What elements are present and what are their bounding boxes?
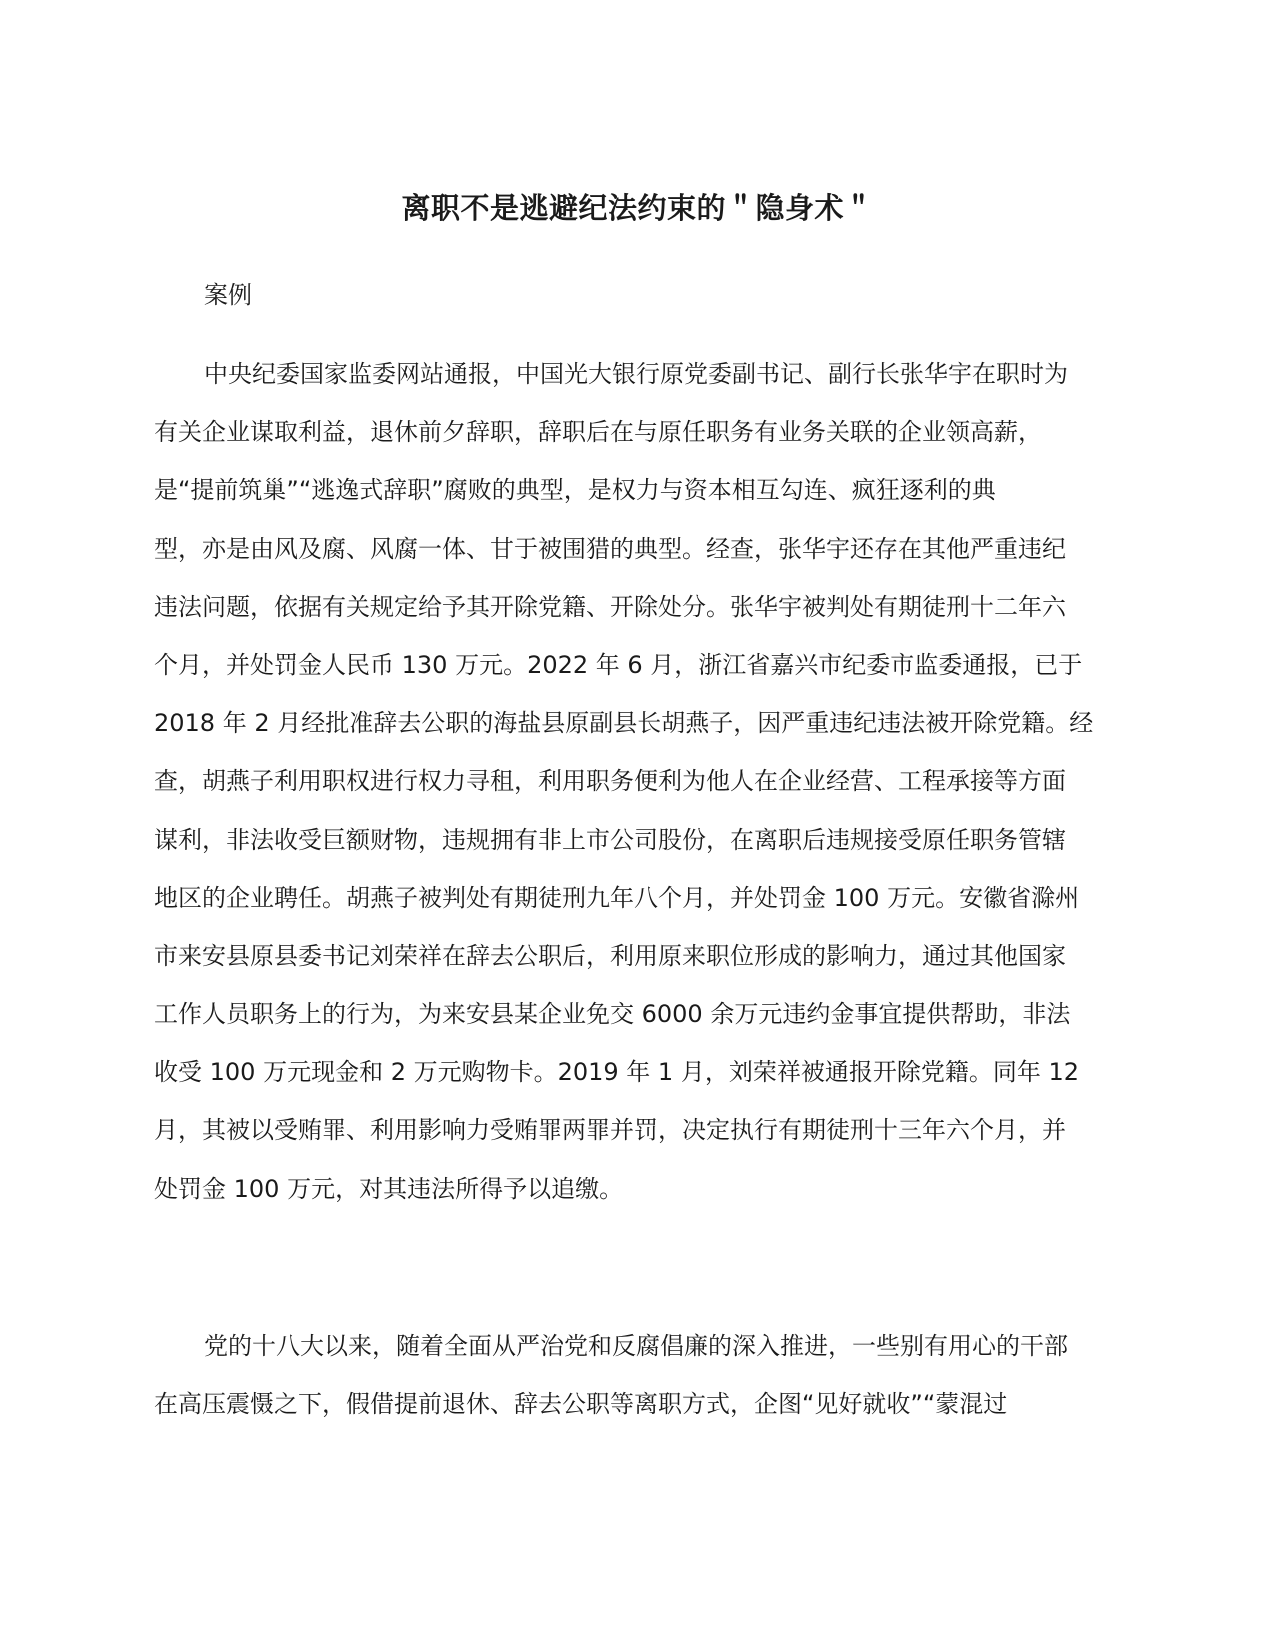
text-line: 地区的企业聘任。胡燕子被判处有期徒刑九年八个月，并处罚金 100 万元。安徽省滁州	[154, 883, 1080, 912]
text-line: 月，其被以受贿罪、利用影响力受贿罪两罪并罚，决定执行有期徒刑十三年六个月，并	[154, 1116, 1066, 1145]
text-line: 个月，并处罚金人民币 130 万元。2022 年 6 月，浙江省嘉兴市纪委市监委通报，已于	[154, 650, 1083, 679]
paragraph-commentary	[154, 1317, 1112, 1433]
text-line: 是“提前筑巢”“逃逸式辞职”腐败的典型，是权力与资本相互勾连、疯狂逐利的典	[154, 476, 996, 505]
document-title: 离职不是逃避纪法约束的＂隐身术＂	[401, 191, 874, 225]
text-line: 谋利，非法收受巨额财物，违规拥有非上市公司股份，在离职后违规接受原任职务管辖	[154, 825, 1066, 854]
text-line: 违法问题，依据有关规定给予其开除党籍、开除处分。张华宇被判处有期徒刑十二年六	[154, 592, 1066, 621]
text-line: 查，胡燕子利用职权进行权力寻租，利用职务便利为他人在企业经营、工程承接等方面	[154, 767, 1066, 796]
text-line: 党的十八大以来，随着全面从严治党和反腐倡廉的深入推进，一些别有用心的干部	[204, 1332, 1068, 1360]
text-line: 收受 100 万元现金和 2 万元购物卡。2019 年 1 月，刘荣祥被通报开除党籍。同年 12	[154, 1058, 1079, 1087]
text-line: 处罚金 100 万元，对其违法所得予以追缴。	[154, 1174, 624, 1203]
paragraph-case-details	[154, 345, 1112, 1218]
text-line: 在高压震慑之下，假借提前退休、辞去公职等离职方式，企图“见好就收”“蒙混过	[154, 1390, 1008, 1419]
section-label: 案例	[204, 281, 252, 309]
text-line: 中央纪委国家监委网站通报，中国光大银行原党委副书记、副行长张华宇在职时为	[204, 360, 1068, 388]
text-line: 有关企业谋取利益，退休前夕辞职，辞职后在与原任职务有业务关联的企业领高薪，	[154, 418, 1042, 447]
text-line: 型，亦是由风及腐、风腐一体、甘于被围猎的典型。经查，张华宇还存在其他严重违纪	[154, 534, 1066, 563]
text-line: 工作人员职务上的行为，为来安县某企业免交 6000 余万元违约金事宜提供帮助，非法	[154, 1000, 1071, 1029]
text-line: 市来安县原县委书记刘荣祥在辞去公职后，利用原来职位形成的影响力，通过其他国家	[154, 941, 1066, 970]
text-line: 2018 年 2 月经批准辞去公职的海盐县原副县长胡燕子，因严重违纪违法被开除党籍。经	[154, 709, 1094, 738]
